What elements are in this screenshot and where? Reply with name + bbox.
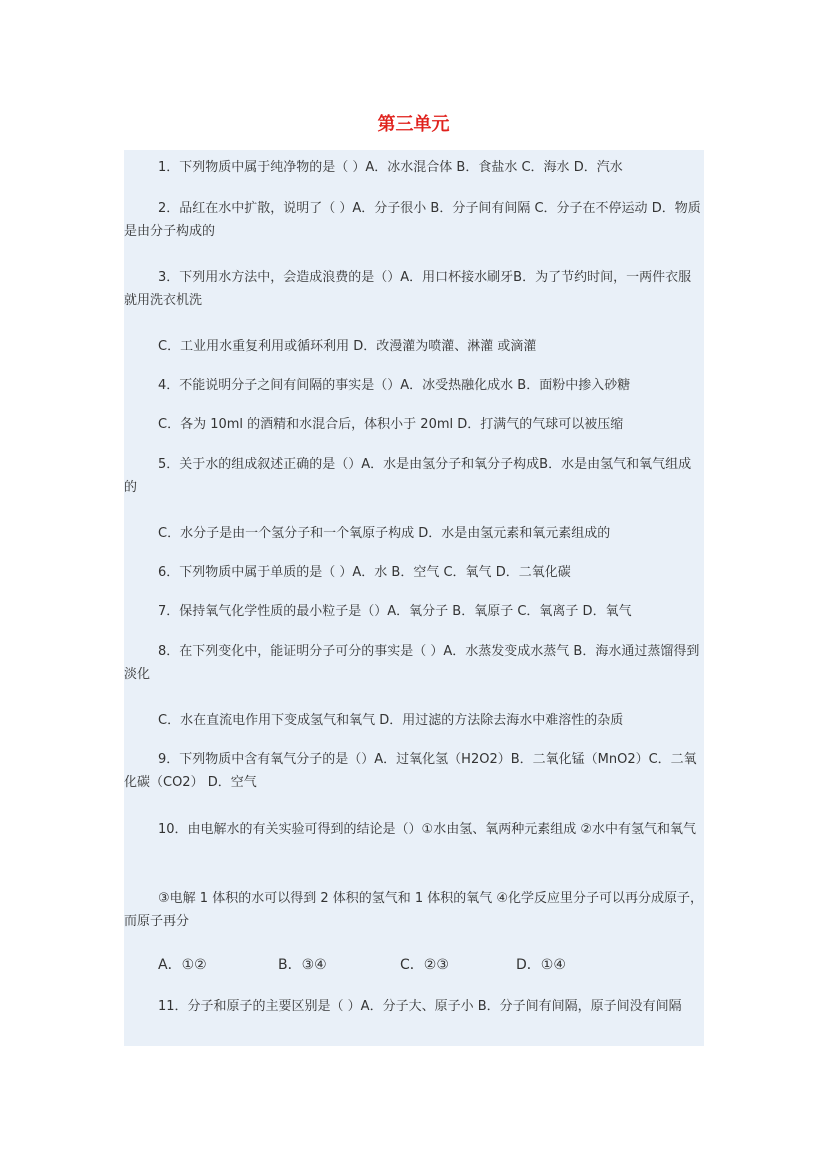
content-panel: [124, 150, 704, 1046]
question-6: 6．下列物质中属于单质的是（ ）A．水 B．空气 C．氧气 D．二氧化碳: [158, 565, 571, 580]
question-3: 3．下列用水方法中，会造成浪费的是（）A．用口杯接水刷牙B．为了节约时间，一两件衣服就用洗衣机洗: [124, 270, 692, 308]
option-a: A．①②: [158, 957, 207, 973]
question-4: 4．不能说明分子之间有间隔的事实是（）A．冰受热融化成水 B．面粉中掺入砂糖: [158, 378, 631, 393]
option-b: B．③④: [278, 957, 327, 973]
question-10-options: [158, 954, 566, 977]
question-5: 5．关于水的组成叙述正确的是（）A．水是由氢分子和氧分子构成B．水是由氢气和氧气组成的: [124, 457, 692, 495]
question-4-cont: C．各为 10ml 的酒精和水混合后，体积小于 20ml D．打满气的气球可以被压缩: [158, 417, 624, 432]
question-1: 1．下列物质中属于纯净物的是（ ）A．冰水混合体 B．食盐水 C．海水 D．汽水: [158, 160, 623, 175]
question-2: 2．品红在水中扩散，说明了（ ）A．分子很小 B．分子间有间隔 C．分子在不停运动 D．物质是由分子构成的: [124, 201, 701, 239]
question-3-cont: C．工业用水重复利用或循环利用 D．改漫灌为喷灌、淋灌 或滴灌: [158, 339, 537, 354]
question-9: 9．下列物质中含有氧气分子的是（）A．过氧化氢（H2O2）B．二氧化锰（MnO2）C．二氧化碳（CO2） D．空气: [124, 752, 697, 790]
question-11: 11．分子和原子的主要区别是（ ）A．分子大、原子小 B．分子间有间隔，原子间没有间隔: [158, 999, 682, 1014]
question-10: 10．由电解水的有关实验可得到的结论是（）①水由氢、氧两种元素组成 ②水中有氢气和氧气: [158, 822, 696, 837]
question-7: 7．保持氧气化学性质的最小粒子是（）A．氧分子 B．氧原子 C．氧离子 D．氧气: [158, 604, 632, 619]
option-d: D．①④: [516, 957, 566, 973]
page-title: 第三单元: [377, 114, 450, 135]
question-8: 8．在下列变化中，能证明分子可分的事实是（ ）A．水蒸发变成水蒸气 B．海水通过蒸馏得到淡化: [124, 644, 700, 682]
question-10-cont: ③电解 1 体积的水可以得到 2 体积的氢气和 1 体积的氧气 ④化学反应里分子可以再分成原子，而原子再分: [124, 891, 704, 929]
question-5-cont: C．水分子是由一个氢分子和一个氧原子构成 D．水是由氢元素和氧元素组成的: [158, 526, 611, 541]
question-8-cont: C．水在直流电作用下变成氢气和氧气 D．用过滤的方法除去海水中难溶性的杂质: [158, 713, 624, 728]
option-c: C．②③: [400, 957, 449, 973]
